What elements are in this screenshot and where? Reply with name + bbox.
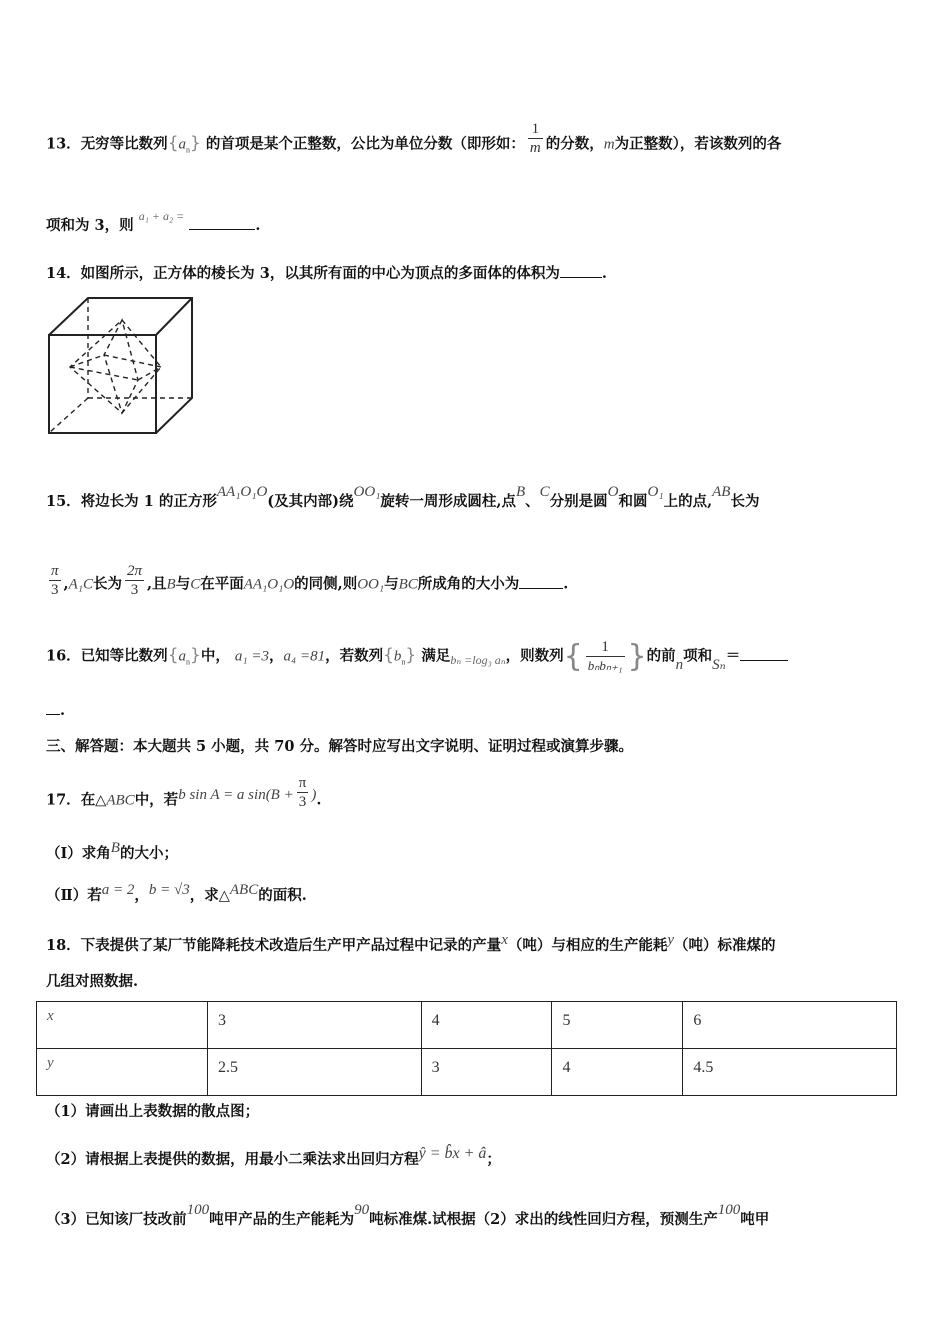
table-cell: 4.5 [683, 1049, 897, 1096]
data-table [36, 1001, 897, 1096]
table-cell: 5 [552, 1002, 683, 1049]
brace-open: { [167, 133, 179, 154]
cube-octahedron-figure [46, 295, 196, 437]
fraction-pi-over-3: $\frac{\pi}{3}$ [298, 775, 307, 810]
answer-blank [740, 660, 788, 661]
answer-blank-cont [46, 714, 60, 715]
q18-line2: 几组对照数据. [46, 973, 139, 990]
section-3-heading: 三、解答题：本大题共 5 小题，共 70 分。解答时应写出文字说明、证明过程或演算步骤。 [46, 738, 633, 755]
q18-part2: （2）请根据上表提供的数据，用最小二乘法求出回归方程ŷ = b̂x + â； [46, 1145, 501, 1168]
table-cell: 6 [683, 1002, 897, 1049]
brace-close: } [190, 133, 201, 154]
q13-line1: 13．无穷等比数列$\{a_n\}$ 的首项是某个正整数，公比为单位分数（即形如： $\frac{1}{m}$ 的分数，m为正整数），若该数列的各 [46, 121, 782, 156]
q18-part3: （3）已知该厂技改前100吨甲产品的生产能耗为90吨标准煤.试根据（2）求出的线性回归方程，预测生产100吨甲 [46, 1202, 770, 1228]
row-header: y [37, 1049, 208, 1096]
answer-blank [189, 229, 255, 230]
q16-line1: 16．已知等比数列$\{a_n\}$中， a₁ =3，a₄ =81，若数列$\{b_n\}$ 满足$_{b_n =log_3 a_n}$，则数列{ $\frac{1}{\text{bₙbₙ₊₁}}$ }的前n项和Sₙ＝ [46, 638, 788, 675]
answer-blank [519, 588, 563, 589]
arc-AB: AB [712, 484, 731, 500]
table-cell: 4 [421, 1002, 552, 1049]
table-cell: 4 [552, 1049, 683, 1096]
table-cell: 3 [421, 1049, 552, 1096]
arc-A1C: A₁C [68, 576, 93, 593]
q17-line: 17．在△ABC中，若b sin A = a sin(B + $\frac{\pi}{3}$ ). [46, 775, 322, 810]
table-cell: 2.5 [208, 1049, 422, 1096]
table-row [37, 1049, 897, 1096]
q15-line2: $\frac{\pi}{3}$ ,A₁C长为 $\frac{2\pi}{3}$ ,且B与C在平面AA₁O₁O的同侧,则OO₁与BC所成角的大小为 . [51, 563, 569, 598]
q17-part2: （Ⅱ）若a = 2，b = √3，求△ABC的面积. [46, 882, 307, 904]
q17-part1: （Ⅰ）求角B的大小； [46, 840, 178, 862]
row-header: x [37, 1002, 208, 1049]
fraction-2pi-over-3: $\frac{2\pi}{3}$ [126, 563, 142, 598]
fraction-1-over-bnbn1: $\frac{1}{\text{bₙbₙ₊₁}}$ [587, 639, 623, 673]
q13-line2: 项和为 3，则 $^{a_1 + a_2 =}$ . [46, 209, 261, 234]
q14-line: 14．如图所示，正方体的棱长为 3，以其所有面的中心为顶点的多面体的体积为 . [46, 265, 607, 282]
table-row [37, 1002, 897, 1049]
q16-line2: . [46, 702, 65, 719]
q18-part1: （1）请画出上表数据的散点图； [46, 1103, 260, 1120]
answer-blank [560, 277, 602, 278]
table-cell: 3 [208, 1002, 422, 1049]
fraction-pi-over-3: $\frac{\pi}{3}$ [51, 563, 59, 598]
q15-line1: 15．将边长为 1 的正方形AA₁O₁O(及其内部)绕OO₁旋转一周形成圆柱,点B、C分别是圆O和圆O₁上的点,AB长为 [46, 484, 760, 510]
fraction-1-over-m: $\frac{1}{m}$ [529, 121, 541, 156]
q18-line1: 18．下表提供了某厂节能降耗技术改造后生产甲产品过程中记录的产量x（吨）与相应的生产能耗y（吨）标准煤的 [46, 932, 776, 954]
